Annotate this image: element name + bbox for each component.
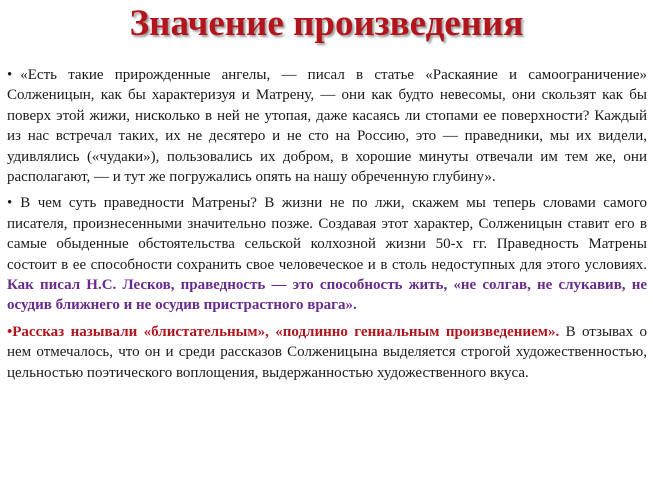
paragraph-text: В чем суть праведности Матрены? В жизни не по лжи, скажем мы теперь словами самого писателя, произнесенными значительно позже. Создавая этот характер, Солженицын ставит его в самые обыденные обстоятельства сельской колхозной жизни 50-х гг. Праведность Матрены состоит в ее способности сохранить свое человеческое и в столь недоступных для этого условиях.	[7, 195, 647, 273]
paragraph-reviews	[7, 322, 647, 383]
paragraph-angels-quote	[7, 65, 647, 187]
paragraph-text: В отзывах о нем отмечалось, что он и среди рассказов Солженицына выделяется строгой художественностью, цельностью поэтического воплощения, выдержанностью художественного вкуса.	[7, 323, 647, 381]
leskov-quote-highlight: Как писал Н.С. Лесков, праведность — это способность жить, «не солгав, не слукавив, не осудив ближнего и не осудив пристрастного врага».	[7, 277, 647, 314]
slide-title: Значение произведения	[129, 3, 524, 44]
bullet-marker: •	[7, 67, 13, 83]
paragraph-righteousness	[7, 193, 647, 315]
reviews-highlight: •Рассказ называли «блистательным», «подлинно гениальным произведением».	[7, 323, 560, 340]
bullet-marker: •	[7, 195, 13, 212]
paragraph-text: «Есть такие прирожденные ангелы, — писал в статье «Раскаяние и самоограничение» Солженицын, как бы характеризуя и Матрену, — они как будто невесомы, они скользят как бы поверх этой жижи, нисколько в ней не утопая, даже касаясь ли стопами ее поверхности? Каждый из нас встречал таких, их не десятеро и не сто на Россию, это — праведники, мы их видели, удивлялись («чудаки»), пользовались их добром, в хорошие минуты отвечали им тем же, они располагают, — и тут же погружались опять на нашу обреченную глубину».	[7, 67, 647, 186]
slide-content	[7, 65, 647, 389]
